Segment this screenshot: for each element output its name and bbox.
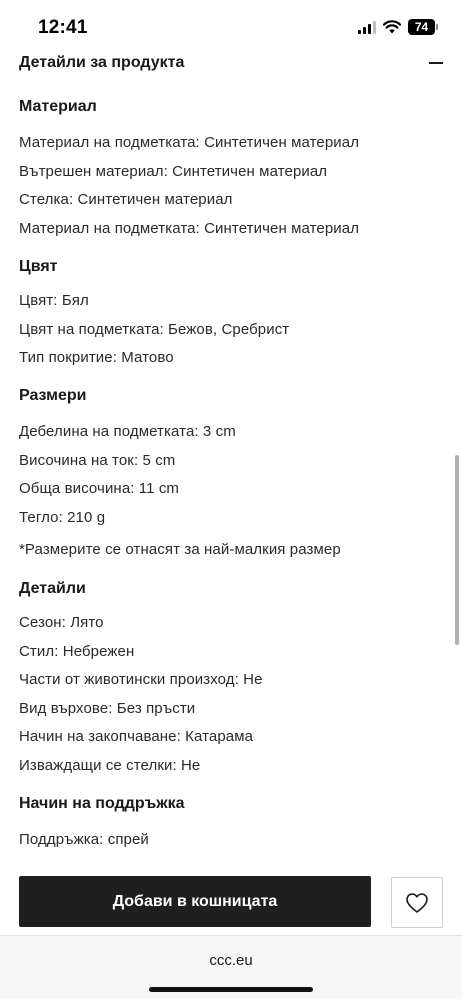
url-text[interactable]: ccc.eu bbox=[209, 952, 253, 969]
detail-row: Стил: Небрежен bbox=[19, 643, 135, 660]
detail-row: Височина на ток: 5 cm bbox=[19, 452, 176, 469]
detail-row: Стелка: Синтетичен материал bbox=[19, 191, 233, 208]
heading-material: Материал bbox=[19, 98, 97, 115]
wifi-icon bbox=[383, 20, 401, 34]
detail-row: Обща височина: 11 cm bbox=[19, 480, 180, 497]
detail-row: Изваждащи се стелки: Не bbox=[19, 757, 201, 774]
detail-row: Тегло: 210 g bbox=[19, 509, 106, 526]
detail-row: Поддръжка: спрей bbox=[19, 831, 149, 848]
product-details-header[interactable] bbox=[19, 50, 443, 76]
detail-row: Тип покритие: Матово bbox=[19, 349, 174, 366]
detail-row: Сезон: Лято bbox=[19, 614, 104, 631]
heading-dimensions: Размери bbox=[19, 387, 87, 404]
cellular-signal-icon bbox=[358, 21, 376, 34]
minus-collapse-icon[interactable] bbox=[427, 55, 443, 71]
heart-icon bbox=[405, 892, 429, 914]
heading-color: Цвят bbox=[19, 258, 58, 275]
home-indicator[interactable] bbox=[149, 987, 313, 992]
battery-level: 74 bbox=[408, 19, 435, 35]
detail-row: Дебелина на подметката: 3 cm bbox=[19, 423, 236, 440]
detail-row: Вид върхове: Без пръсти bbox=[19, 700, 196, 717]
detail-row: Материал на подметката: Синтетичен материал bbox=[19, 220, 360, 237]
wishlist-button[interactable] bbox=[391, 877, 443, 928]
heading-details: Детайли bbox=[19, 580, 86, 597]
detail-row: Материал на подметката: Синтетичен материал bbox=[19, 134, 360, 151]
browser-address-bar[interactable] bbox=[0, 935, 462, 999]
scrollbar[interactable] bbox=[455, 455, 459, 645]
product-details-title: Детайли за продукта bbox=[19, 54, 185, 71]
status-icons bbox=[358, 19, 438, 35]
battery-icon bbox=[408, 19, 438, 35]
size-footnote: *Размерите се отнасят за най-малкия размер bbox=[19, 541, 341, 558]
detail-row: Начин на закопчаване: Катарама bbox=[19, 728, 254, 745]
heading-care: Начин на поддръжка bbox=[19, 795, 185, 812]
detail-row: Цвят: Бял bbox=[19, 292, 89, 309]
add-to-cart-button[interactable]: Добави в кошницата bbox=[19, 876, 371, 927]
detail-row: Вътрешен материал: Синтетичен материал bbox=[19, 163, 328, 180]
status-time: 12:41 bbox=[38, 17, 88, 38]
status-bar bbox=[0, 0, 462, 48]
detail-row: Части от животински произход: Не bbox=[19, 671, 263, 688]
detail-row: Цвят на подметката: Бежов, Сребрист bbox=[19, 321, 290, 338]
